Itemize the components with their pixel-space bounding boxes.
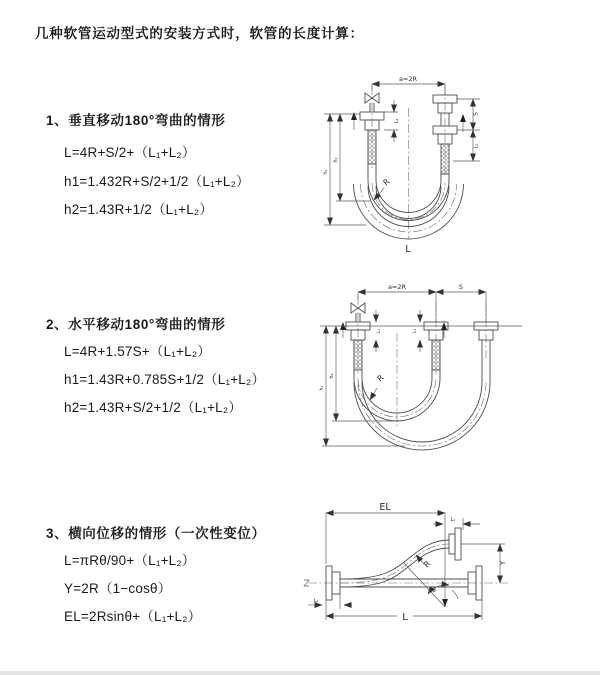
label-h2: h₂ <box>333 157 339 163</box>
dim-L1-small <box>376 310 420 352</box>
label-l1-a: L₁ <box>377 328 382 334</box>
section1-formula-h1: h1=1.432R+S/2+1/2（L₁+L₂） <box>64 174 250 189</box>
label-h1: h₁ <box>323 169 329 175</box>
dim-S-L1-right <box>453 99 480 161</box>
label-el: EL <box>379 502 391 513</box>
label-theta: θ <box>432 587 436 594</box>
dim-a2R-S <box>358 283 486 322</box>
hose-bend-arcs <box>354 378 490 450</box>
angle-theta-construction <box>403 562 458 607</box>
label-l1-left: L₁ <box>394 118 400 124</box>
section2-formula-h2: h2=1.43R+S/2+1/2（L₁+L₂） <box>64 400 243 415</box>
label-l1-bottom: L₁ <box>313 598 319 604</box>
label-l1-top: L₁ <box>450 517 456 523</box>
diagram-lateral-displacement <box>300 498 600 653</box>
page-title: 几种软管运动型式的安装方式时，软管的长度计算： <box>35 26 364 41</box>
left-pipe-assembly <box>346 322 370 378</box>
section2-heading: 2、水平移动180°弯曲的情形 <box>46 317 226 332</box>
label-l1-b: L₁ <box>413 328 418 334</box>
label-y: Y <box>499 560 507 566</box>
dim-L <box>326 600 482 623</box>
section3-heading: 3、横向位移的情形（一次性变位） <box>46 526 266 541</box>
section3-formula-L: L=πRθ/90+（L₁+L₂） <box>64 553 196 568</box>
curved-hose <box>340 528 461 587</box>
label-a2r: a=2R <box>398 75 418 83</box>
label-r: R <box>422 559 433 570</box>
label-l: L <box>405 244 411 255</box>
label-l: L <box>402 612 408 623</box>
dim-a-2R <box>372 75 445 95</box>
section2-formula-h1: h1=1.43R+0.785S+1/2（L₁+L₂） <box>64 372 266 387</box>
section1-heading: 1、垂直移动180°弯曲的情形 <box>46 113 226 128</box>
scan-edge <box>0 671 600 675</box>
label-r: R <box>375 373 386 384</box>
dim-h1-h2 <box>323 114 370 225</box>
section1-formula-L: L=4R+S/2+（L₁+L₂） <box>64 145 196 160</box>
section1-formula-h2: h2=1.43R+1/2（L₁+L₂） <box>64 202 214 217</box>
label-r: R <box>381 177 392 188</box>
diagram-vertical-180-bend <box>310 68 600 263</box>
dim-L1-left <box>384 100 400 142</box>
label-s: S <box>472 112 480 116</box>
dim-L1-bottom <box>308 594 352 609</box>
centerlines <box>358 296 486 446</box>
radius-leader <box>370 373 386 400</box>
diagram-horizontal-180-bend <box>310 278 600 463</box>
label-h2: h₂ <box>329 373 335 379</box>
label-h1: h₁ <box>319 385 325 391</box>
label-s: S <box>458 283 464 291</box>
section3-formula-EL: EL=2Rsinθ+（L₁+L₂） <box>64 609 202 624</box>
radius-leader <box>416 555 433 569</box>
dim-EL <box>326 502 445 607</box>
middle-pipe-assembly <box>424 322 448 378</box>
section2-formula-L: L=4R+1.57S+（L₁+L₂） <box>64 344 211 359</box>
section3-formula-Y: Y=2R（1−cosθ） <box>64 581 172 596</box>
label-l1-right: L₁ <box>473 143 480 149</box>
label-a2r: a=2R <box>387 283 407 291</box>
